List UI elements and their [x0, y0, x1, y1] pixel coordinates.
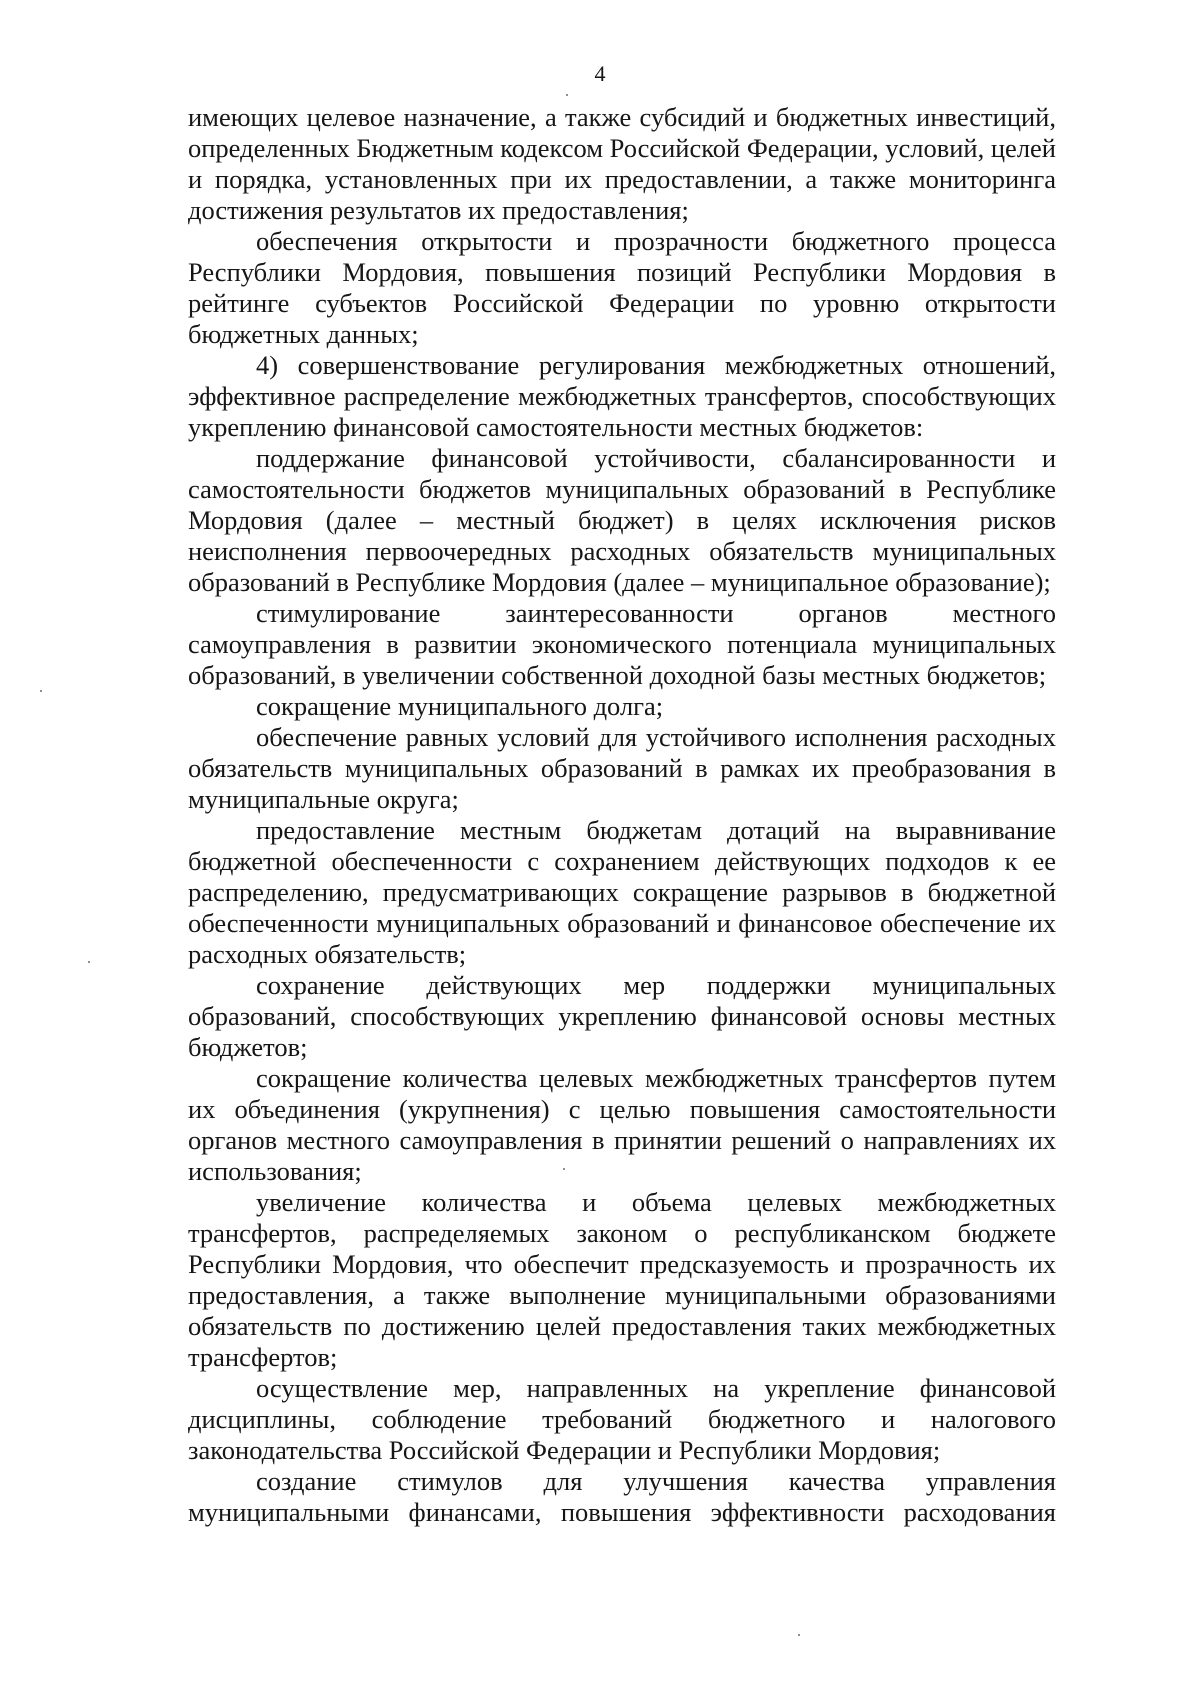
paragraph-2: обеспечения открытости и прозрачности бюджетного процесса Республики Мордовия, повышения позиций Республики Мордовия в рейтинге субъектов Российской Федерации по уровню открытости бюджетных данных; — [188, 226, 1056, 349]
scan-speck — [40, 690, 42, 692]
scan-speck — [566, 94, 568, 96]
paragraph-6: сокращение муниципального долга; — [256, 691, 664, 721]
scan-speck — [798, 1634, 800, 1636]
paragraph-3: 4) совершенствование регулирования межбюджетных отношений, эффективное распределение межбюджетных трансфертов, способствующих укреплению финансовой самостоятельности местных бюджетов: — [188, 350, 1056, 442]
scan-speck — [88, 961, 90, 963]
paragraph-1: имеющих целевое назначение, а также субсидий и бюджетных инвестиций, определенных Бюджетным кодексом Российской Федерации, условий, целей и порядка, установленных при их предоставлении, а также мониторинга достижения результатов их предоставления; — [188, 102, 1056, 225]
paragraph-10: сокращение количества целевых межбюджетных трансфертов путем их объединения (укрупнения) с целью повышения самостоятельности органов местного самоуправления в принятии решений о направлениях их использования; — [188, 1063, 1056, 1186]
document-body — [188, 102, 1056, 1528]
paragraph-12: осуществление мер, направленных на укрепление финансовой дисциплины, соблюдение требований бюджетного и налогового законодательства Российской Федерации и Республики Мордовия; — [188, 1373, 1056, 1465]
paragraph-13: создание стимулов для улучшения качества управления муниципальными финансами, повышения эффективности расходования — [188, 1466, 1056, 1527]
paragraph-8: предоставление местным бюджетам дотаций на выравнивание бюджетной обеспеченности с сохранением действующих подходов к ее распределению, предусматривающих сокращение разрывов в бюджетной обеспеченности муниципальных образований и финансовое обеспечение их расходных обязательств; — [188, 815, 1056, 969]
page-number: 4 — [594, 61, 606, 86]
paragraph-7: обеспечение равных условий для устойчивого исполнения расходных обязательств муниципальных образований в рамках их преобразования в муниципальные округа; — [188, 722, 1056, 814]
paragraph-11: увеличение количества и объема целевых межбюджетных трансфертов, распределяемых законом о республиканском бюджете Республики Мордовия, что обеспечит предсказуемость и прозрачность их предоставления, а также выполнение муниципальными образованиями обязательств по достижению целей предоставления таких межбюджетных трансфертов; — [188, 1187, 1056, 1372]
scan-speck — [563, 1168, 565, 1170]
paragraph-9: сохранение действующих мер поддержки муниципальных образований, способствующих укреплению финансовой основы местных бюджетов; — [188, 970, 1056, 1062]
paragraph-4: поддержание финансовой устойчивости, сбалансированности и самостоятельности бюджетов муниципальных образований в Республике Мордовия (далее – местный бюджет) в целях исключения рисков неисполнения первоочередных расходных обязательств муниципальных образований в Республике Мордовия (далее – муниципальное образование); — [188, 443, 1056, 597]
paragraph-5: стимулирование заинтересованности органов местного самоуправления в развитии экономического потенциала муниципальных образований, в увеличении собственной доходной базы местных бюджетов; — [188, 598, 1056, 690]
